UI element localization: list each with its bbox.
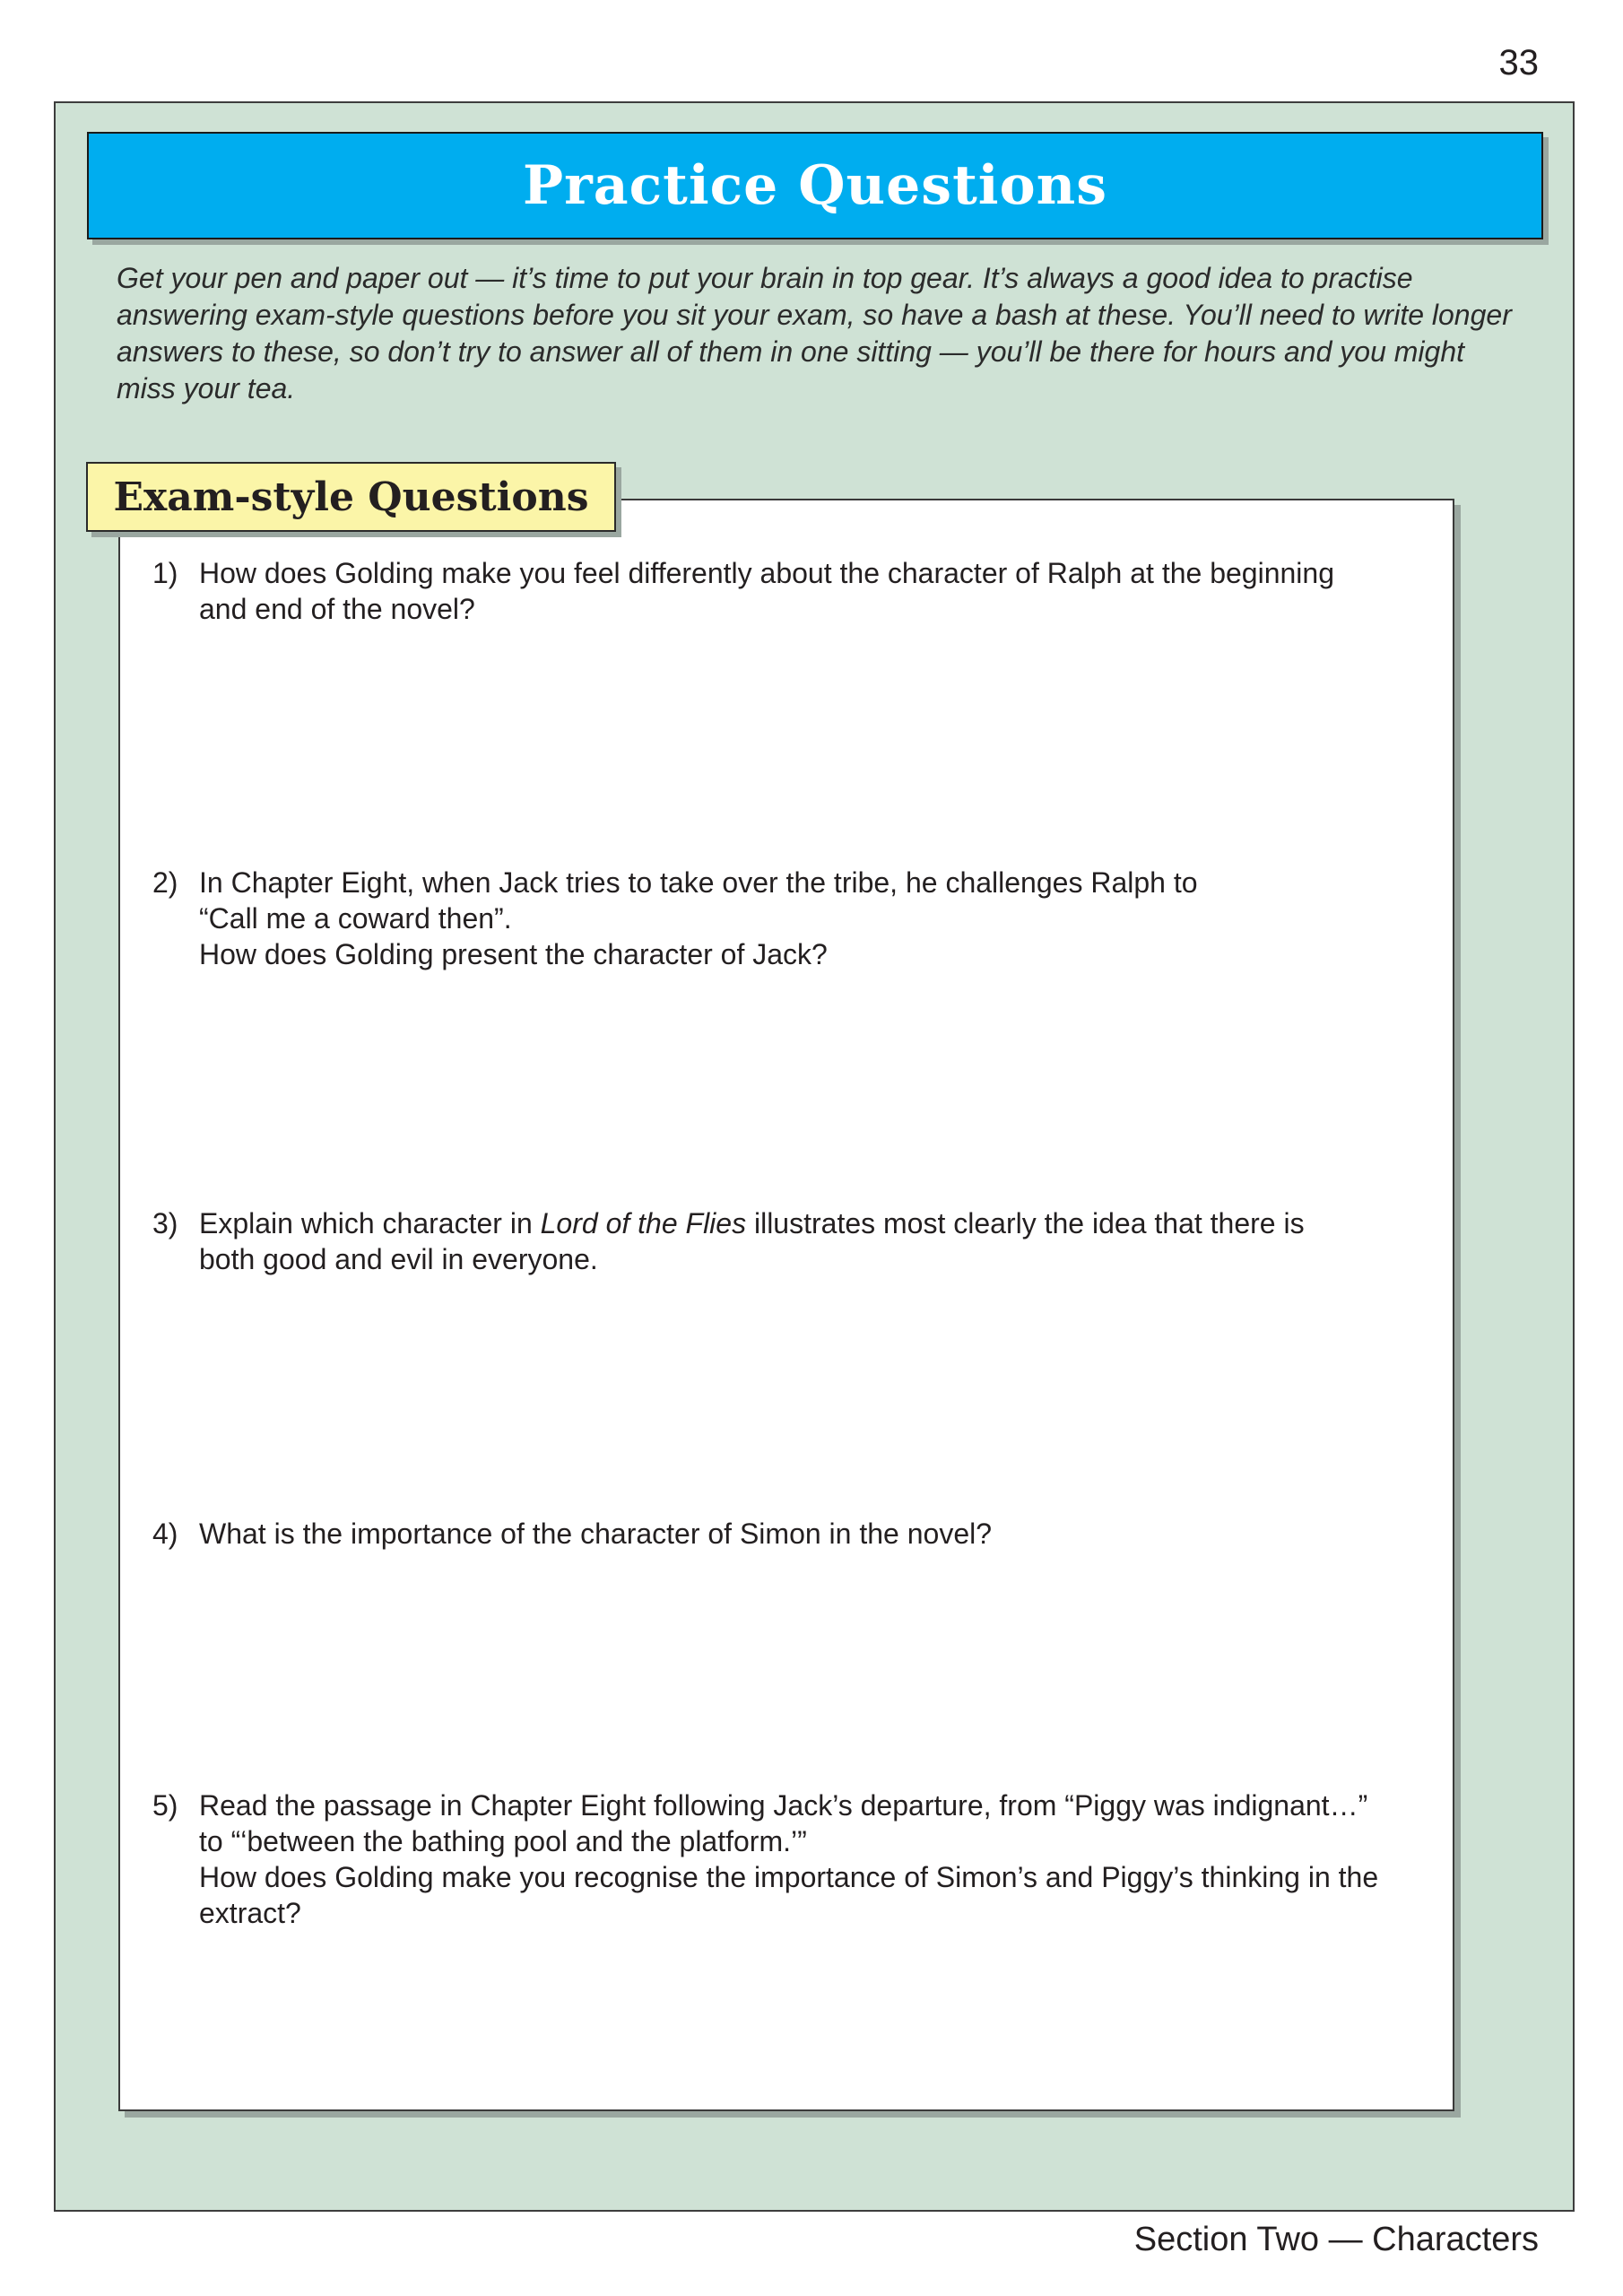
question-text: to “‘between the bathing pool and the platform.’” bbox=[199, 1825, 807, 1857]
question-text: How does Golding make you recognise the importance of Simon’s and Piggy’s thinking in the bbox=[199, 1861, 1379, 1893]
question-text: How does Golding make you feel differently about the character of Ralph at the beginning bbox=[199, 557, 1334, 589]
intro-text: Get your pen and paper out — it’s time to put your brain in top gear. It’s always a good idea to practise answering exam-style questions before you sit your exam, so have a bash at these. You’ll need to write longer answers to these, so don’t try to answer all of them in one sitting — you’ll be there for hours and you might miss your tea. bbox=[117, 262, 1512, 404]
exam-section-label bbox=[86, 462, 616, 532]
exam-section-heading: Exam-style Questions bbox=[113, 474, 589, 520]
question-1 bbox=[152, 555, 1408, 627]
question-text: Explain which character in bbox=[199, 1207, 541, 1239]
question-number: 4) bbox=[152, 1518, 178, 1550]
question-text: Read the passage in Chapter Eight following Jack’s departure, from “Piggy was indignant…” bbox=[199, 1789, 1368, 1822]
question-5 bbox=[152, 1787, 1408, 1931]
question-number: 3) bbox=[152, 1207, 178, 1239]
question-text-line bbox=[199, 1205, 1408, 1241]
question-number: 2) bbox=[152, 866, 178, 899]
section-footer: Section Two — Characters bbox=[1133, 2221, 1539, 2258]
question-text: In Chapter Eight, when Jack tries to take over the tribe, he challenges Ralph to bbox=[199, 866, 1198, 899]
question-text: and end of the novel? bbox=[199, 593, 475, 625]
question-text: both good and evil in everyone. bbox=[199, 1243, 598, 1275]
question-4 bbox=[152, 1516, 1408, 1552]
novel-title: Lord of the Flies bbox=[540, 1207, 747, 1239]
question-text: extract? bbox=[199, 1897, 301, 1929]
question-text: How does Golding present the character of Jack? bbox=[199, 938, 828, 970]
question-3 bbox=[152, 1205, 1408, 1277]
question-text: What is the importance of the character of Simon in the novel? bbox=[199, 1518, 993, 1550]
page-number: 33 bbox=[1498, 43, 1539, 83]
title-banner bbox=[87, 132, 1543, 239]
page-title: Practice Questions bbox=[522, 154, 1107, 217]
question-number: 5) bbox=[152, 1789, 178, 1822]
question-2 bbox=[152, 865, 1408, 972]
question-quote: “Call me a coward then”. bbox=[199, 902, 512, 935]
question-number: 1) bbox=[152, 557, 178, 589]
question-text: illustrates most clearly the idea that there is bbox=[746, 1207, 1305, 1239]
